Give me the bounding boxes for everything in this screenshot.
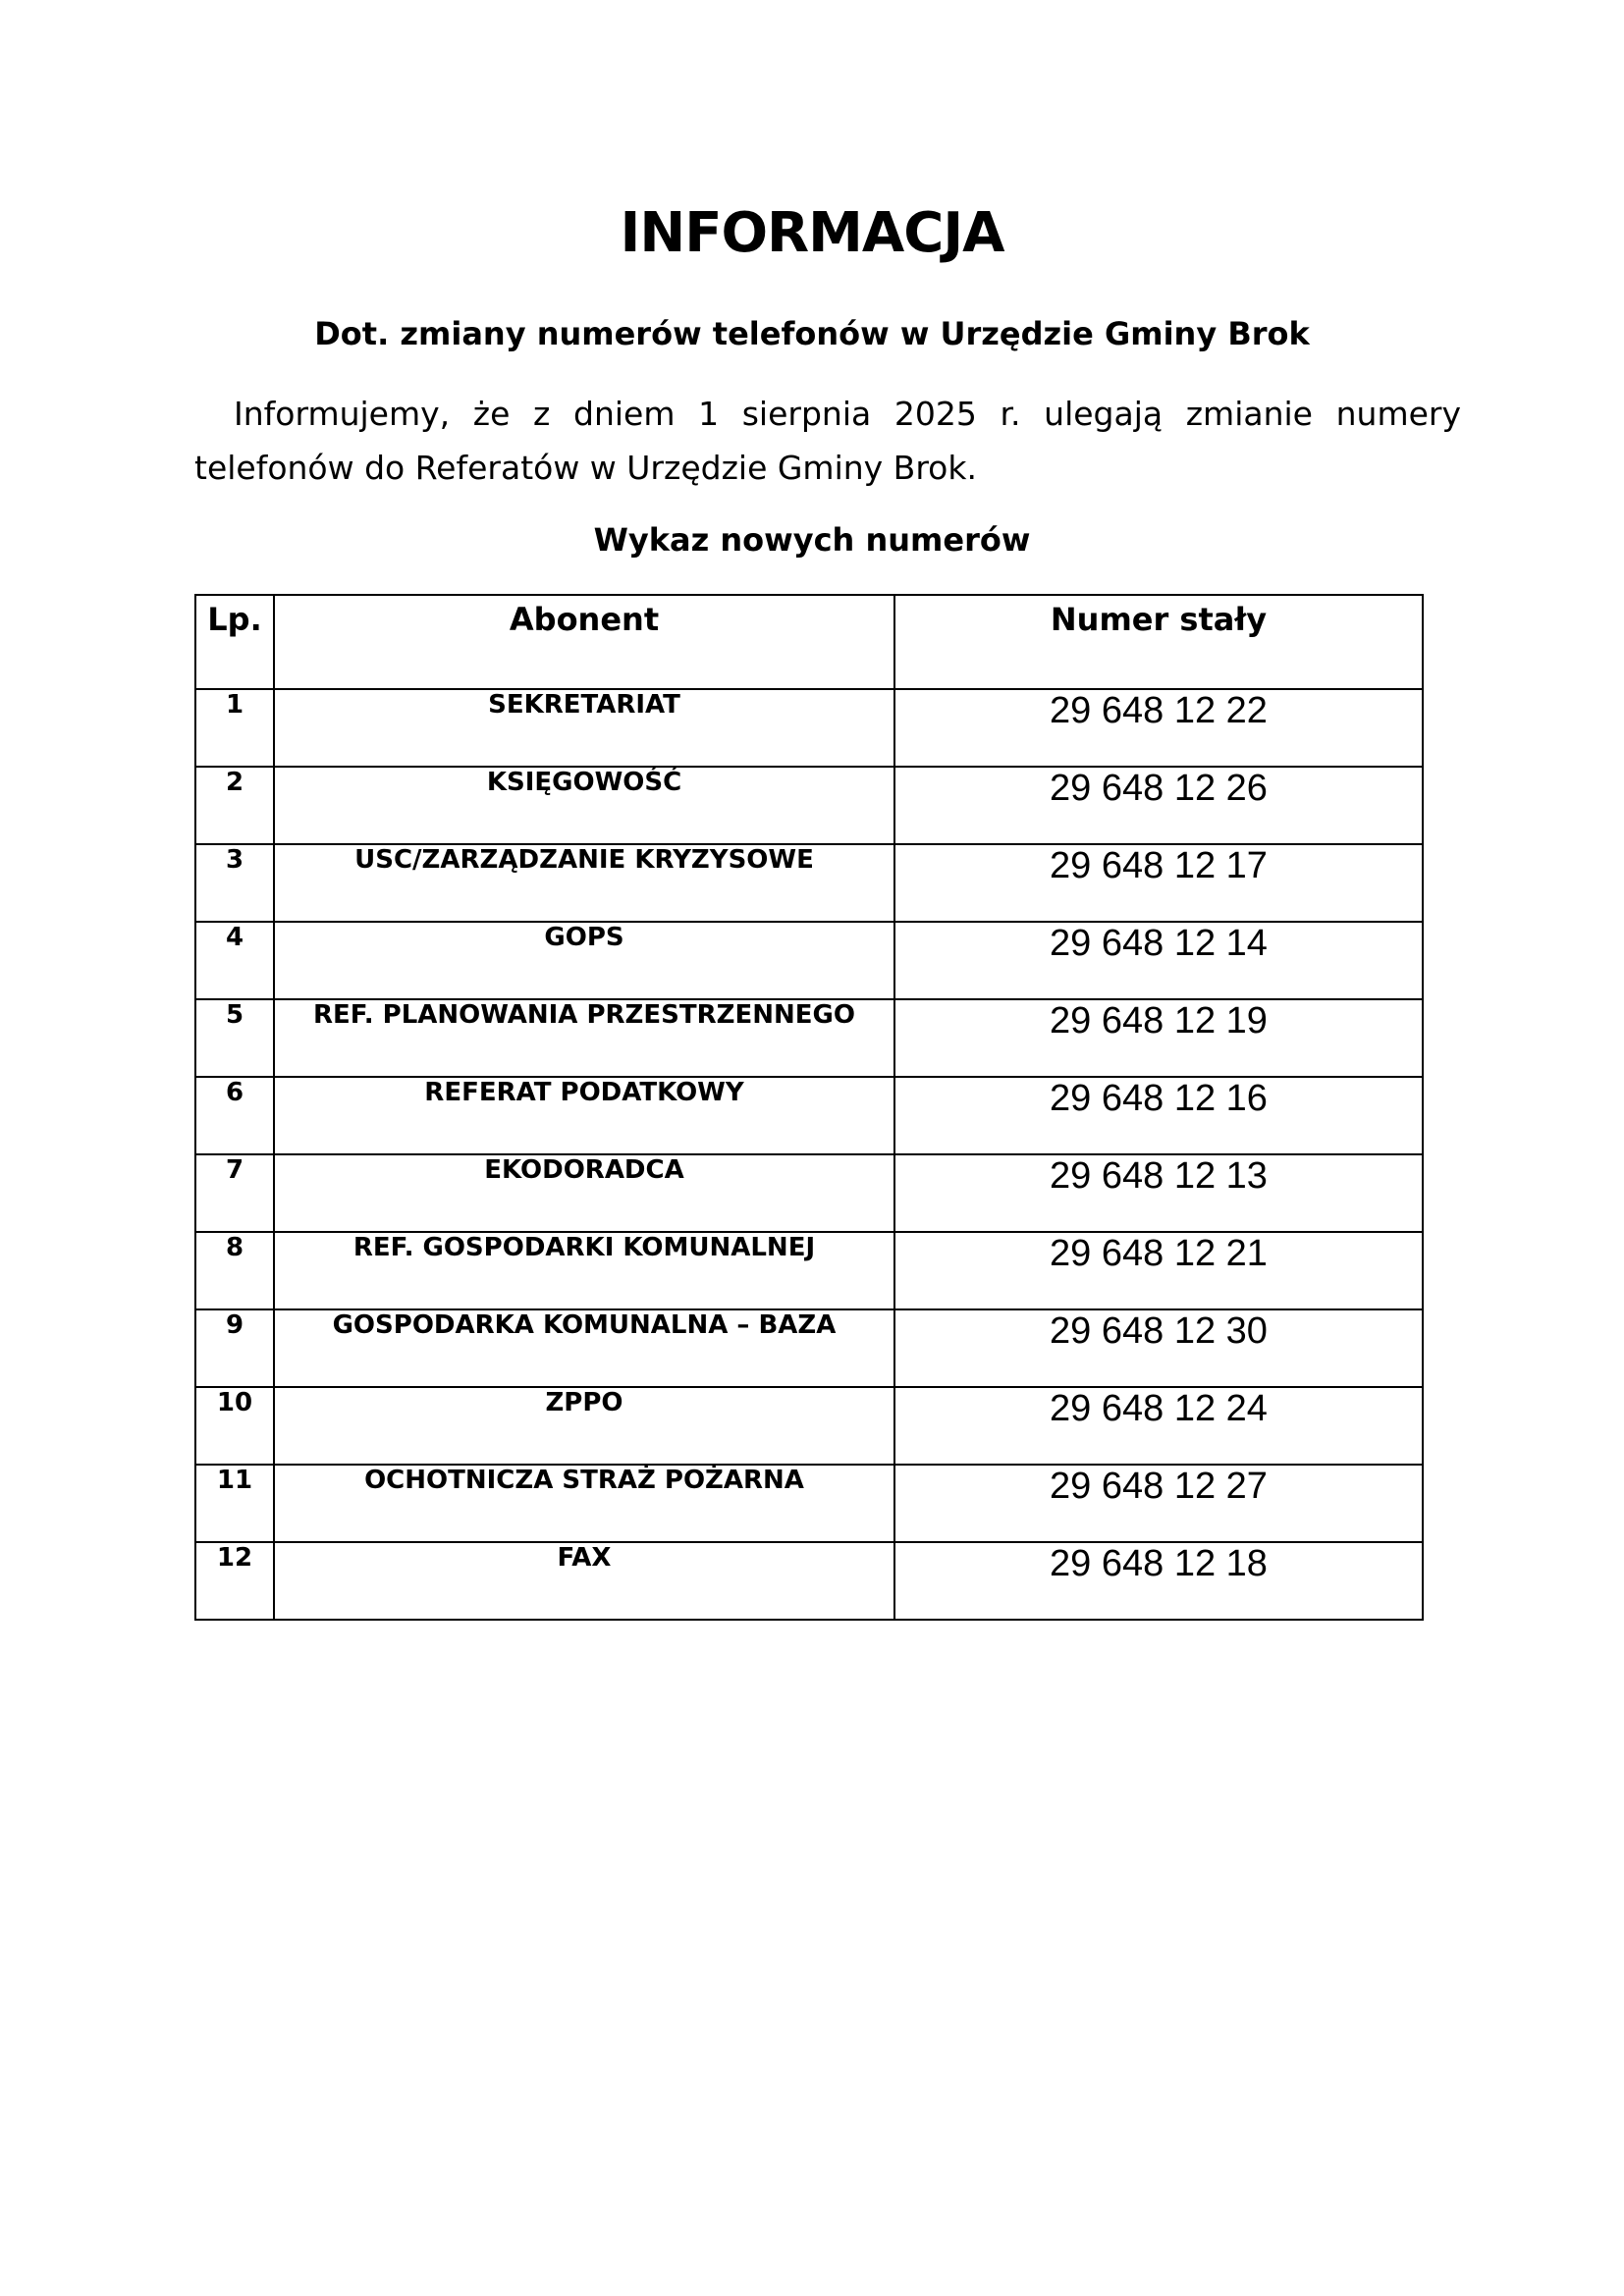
page-subtitle: Dot. zmiany numerów telefonów w Urzędzie Gminy Brok <box>314 315 1310 352</box>
row-abonent: REF. PLANOWANIA PRZESTRZENNEGO <box>274 999 894 1077</box>
table-row <box>195 999 1423 1077</box>
row-abonent: OCHOTNICZA STRAŻ POŻARNA <box>274 1465 894 1542</box>
row-lp: 2 <box>195 767 274 844</box>
row-phone-number: 29 648 12 17 <box>894 844 1423 922</box>
header-numer: Numer stały <box>894 595 1423 689</box>
table-row <box>195 1309 1423 1387</box>
table-row <box>195 1077 1423 1154</box>
row-phone-number: 29 648 12 24 <box>894 1387 1423 1465</box>
row-lp: 9 <box>195 1309 274 1387</box>
row-phone-number: 29 648 12 21 <box>894 1232 1423 1309</box>
row-lp: 1 <box>195 689 274 767</box>
row-phone-number: 29 648 12 14 <box>894 922 1423 999</box>
row-abonent: KSIĘGOWOŚĆ <box>274 767 894 844</box>
table-header-row <box>195 595 1423 689</box>
table-row <box>195 922 1423 999</box>
table-row <box>195 1232 1423 1309</box>
row-phone-number: 29 648 12 26 <box>894 767 1423 844</box>
row-abonent: ZPPO <box>274 1387 894 1465</box>
phone-numbers-table <box>194 594 1424 1621</box>
row-phone-number: 29 648 12 19 <box>894 999 1423 1077</box>
row-phone-number: 29 648 12 13 <box>894 1154 1423 1232</box>
row-lp: 11 <box>195 1465 274 1542</box>
row-phone-number: 29 648 12 27 <box>894 1465 1423 1542</box>
table-row <box>195 1465 1423 1542</box>
header-abonent: Abonent <box>274 595 894 689</box>
row-lp: 10 <box>195 1387 274 1465</box>
row-abonent: GOSPODARKA KOMUNALNA – BAZA <box>274 1309 894 1387</box>
row-abonent: REF. GOSPODARKI KOMUNALNEJ <box>274 1232 894 1309</box>
list-heading: Wykaz nowych numerów <box>593 521 1031 559</box>
table-row <box>195 1154 1423 1232</box>
row-abonent: EKODORADCA <box>274 1154 894 1232</box>
page-title: INFORMACJA <box>620 201 1004 265</box>
row-lp: 12 <box>195 1542 274 1620</box>
row-abonent: REFERAT PODATKOWY <box>274 1077 894 1154</box>
row-phone-number: 29 648 12 30 <box>894 1309 1423 1387</box>
row-abonent: USC/ZARZĄDZANIE KRYZYSOWE <box>274 844 894 922</box>
row-lp: 5 <box>195 999 274 1077</box>
intro-paragraph: Informujemy, że z dniem 1 sierpnia 2025 r. ulegają zmianie numery telefonów do Referatów w Urzędzie Gminy Brok. <box>194 395 1461 487</box>
row-lp: 6 <box>195 1077 274 1154</box>
row-phone-number: 29 648 12 16 <box>894 1077 1423 1154</box>
row-abonent: SEKRETARIAT <box>274 689 894 767</box>
table-row <box>195 689 1423 767</box>
row-lp: 4 <box>195 922 274 999</box>
header-lp: Lp. <box>195 595 274 689</box>
row-phone-number: 29 648 12 22 <box>894 689 1423 767</box>
table-row <box>195 844 1423 922</box>
row-lp: 3 <box>195 844 274 922</box>
row-phone-number: 29 648 12 18 <box>894 1542 1423 1620</box>
row-lp: 8 <box>195 1232 274 1309</box>
table-row <box>195 1387 1423 1465</box>
table-row <box>195 767 1423 844</box>
row-lp: 7 <box>195 1154 274 1232</box>
row-abonent: FAX <box>274 1542 894 1620</box>
row-abonent: GOPS <box>274 922 894 999</box>
table-row <box>195 1542 1423 1620</box>
